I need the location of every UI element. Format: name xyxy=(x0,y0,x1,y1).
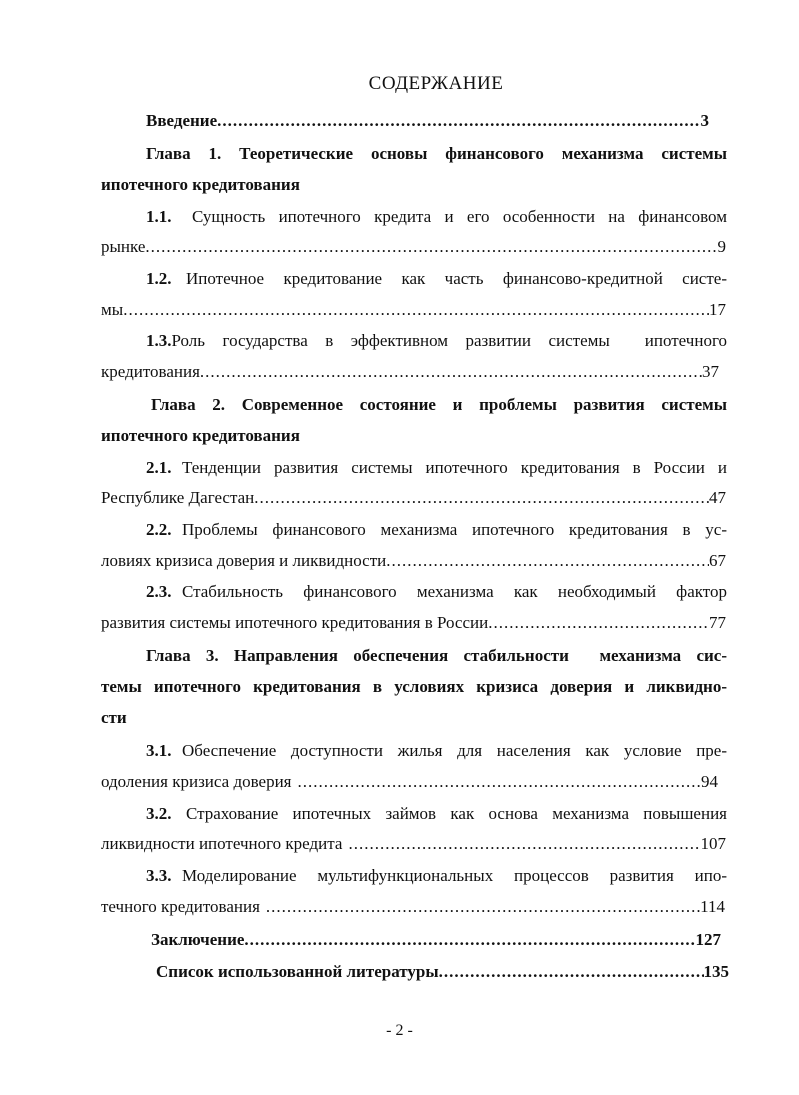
section-title: Стабильность финансового механизма как необходимый фактор xyxy=(182,582,727,601)
toc-section-1-3-line2[interactable] xyxy=(101,360,719,384)
toc-entry-text: Список использованной литературы xyxy=(156,962,439,981)
toc-dot-leader xyxy=(298,770,702,794)
section-number: 3.3. xyxy=(146,866,172,885)
section-title: Тенденции развития системы ипотечного кредитования в России и xyxy=(182,458,727,477)
toc-page-number: 47 xyxy=(709,488,726,507)
toc-entry-references[interactable] xyxy=(156,960,729,984)
chapter-2-heading-line2: ипотечного кредитования xyxy=(101,426,300,445)
section-number: 1.1. xyxy=(146,207,172,226)
toc-section-1-2-line1[interactable] xyxy=(146,267,727,291)
section-title-cont: ловиях кризиса доверия и ликвидности xyxy=(101,551,387,570)
chapter-2-heading-line1: Глава 2. Современное состояние и проблемы развития системы xyxy=(151,395,727,414)
toc-dot-leader xyxy=(244,928,695,952)
toc-dot-leader xyxy=(348,832,700,856)
section-title: Страхование ипотечных займов как основа механизма повышения xyxy=(186,804,727,823)
section-title: Проблемы финансового механизма ипотечного кредитования в ус- xyxy=(182,520,727,539)
toc-dot-leader xyxy=(200,360,702,384)
section-title-cont: рынке xyxy=(101,237,146,256)
section-number: 3.1. xyxy=(146,741,172,760)
toc-page-number: 3 xyxy=(700,111,709,130)
chapter-1-heading-line1: Глава 1. Теоретические основы финансового механизма системы xyxy=(146,144,727,163)
page-title: СОДЕРЖАНИЕ xyxy=(368,73,504,94)
toc-page-number: 77 xyxy=(709,613,726,632)
section-title-cont: течного кредитования xyxy=(101,897,260,916)
toc-section-1-1-line1[interactable] xyxy=(146,205,727,229)
toc-dot-leader xyxy=(254,486,709,510)
toc-section-2-2-line2[interactable] xyxy=(101,549,726,573)
section-title-cont: кредитования xyxy=(101,362,200,381)
toc-section-2-2-line1[interactable] xyxy=(146,518,727,542)
section-title-cont: развития системы ипотечного кредитования в России xyxy=(101,613,489,632)
toc-section-2-1-line1[interactable] xyxy=(146,456,727,480)
toc-page-number: 135 xyxy=(703,962,729,981)
section-title-cont: мы xyxy=(101,300,124,319)
toc-section-3-1-line2[interactable] xyxy=(101,770,718,794)
toc-section-1-1-line2[interactable] xyxy=(101,235,726,259)
toc-entry-text: Заключение xyxy=(151,930,245,949)
toc-page-number: 17 xyxy=(709,300,726,319)
section-title: Сущность ипотечного кредита и его особенности на финансовом xyxy=(192,207,727,226)
toc-section-3-2-line1[interactable] xyxy=(146,802,727,826)
toc-page-number: 9 xyxy=(717,237,726,256)
toc-dot-leader xyxy=(439,960,704,984)
section-title-cont: ликвидности ипотечного кредита xyxy=(101,834,343,853)
section-number: 2.1. xyxy=(146,458,172,477)
toc-dot-leader xyxy=(123,298,709,322)
toc-page-number: 94 xyxy=(701,772,718,791)
chapter-3-heading-line3: сти xyxy=(101,708,127,727)
toc-section-3-3-line1[interactable] xyxy=(146,864,727,888)
toc-dot-leader xyxy=(217,109,700,133)
section-title: Моделирование мультифункциональных процессов развития ипо- xyxy=(182,866,727,885)
toc-section-2-3-line1[interactable] xyxy=(146,580,727,604)
section-title-cont: одоления кризиса доверия xyxy=(101,772,292,791)
toc-page-number: 37 xyxy=(702,362,719,381)
toc-section-3-3-line2[interactable] xyxy=(101,895,725,919)
section-number: 2.3. xyxy=(146,582,172,601)
toc-section-3-1-line1[interactable] xyxy=(146,739,727,763)
section-number: 1.3. xyxy=(146,331,172,350)
page-number: - 2 - xyxy=(386,1022,413,1039)
section-number: 1.2. xyxy=(146,269,172,288)
section-title-cont: Республике Дагестан xyxy=(101,488,255,507)
toc-section-3-2-line2[interactable] xyxy=(101,832,726,856)
section-number: 3.2. xyxy=(146,804,172,823)
toc-page-number: 107 xyxy=(700,834,726,853)
toc-entry-text: Введение xyxy=(146,111,218,130)
toc-entry-conclusion[interactable] xyxy=(151,928,721,952)
toc-section-1-3-line1[interactable] xyxy=(146,329,727,353)
toc-dot-leader xyxy=(145,235,717,259)
toc-entry-introduction[interactable] xyxy=(146,109,709,133)
section-number: 2.2. xyxy=(146,520,172,539)
section-title: Ипотечное кредитование как часть финансово-кредитной систе- xyxy=(186,269,727,288)
chapter-3-heading-line1: Глава 3. Направления обеспечения стабильности механизма сис- xyxy=(146,646,727,665)
toc-dot-leader xyxy=(386,549,709,573)
toc-dot-leader xyxy=(266,895,700,919)
toc-page-number: 127 xyxy=(695,930,721,949)
toc-page-number: 114 xyxy=(700,897,725,916)
section-title: Обеспечение доступности жилья для населения как условие пре- xyxy=(182,741,727,760)
toc-section-2-3-line2[interactable] xyxy=(101,611,726,635)
toc-section-2-1-line2[interactable] xyxy=(101,486,726,510)
chapter-1-heading-line2: ипотечного кредитования xyxy=(101,175,300,194)
chapter-3-heading-line2: темы ипотечного кредитования в условиях кризиса доверия и ликвидно- xyxy=(101,677,727,696)
toc-section-1-2-line2[interactable] xyxy=(101,298,726,322)
section-title: Роль государства в эффективном развитии системы ипотечного xyxy=(171,331,727,350)
toc-page-number: 67 xyxy=(709,551,726,570)
toc-dot-leader xyxy=(488,611,709,635)
